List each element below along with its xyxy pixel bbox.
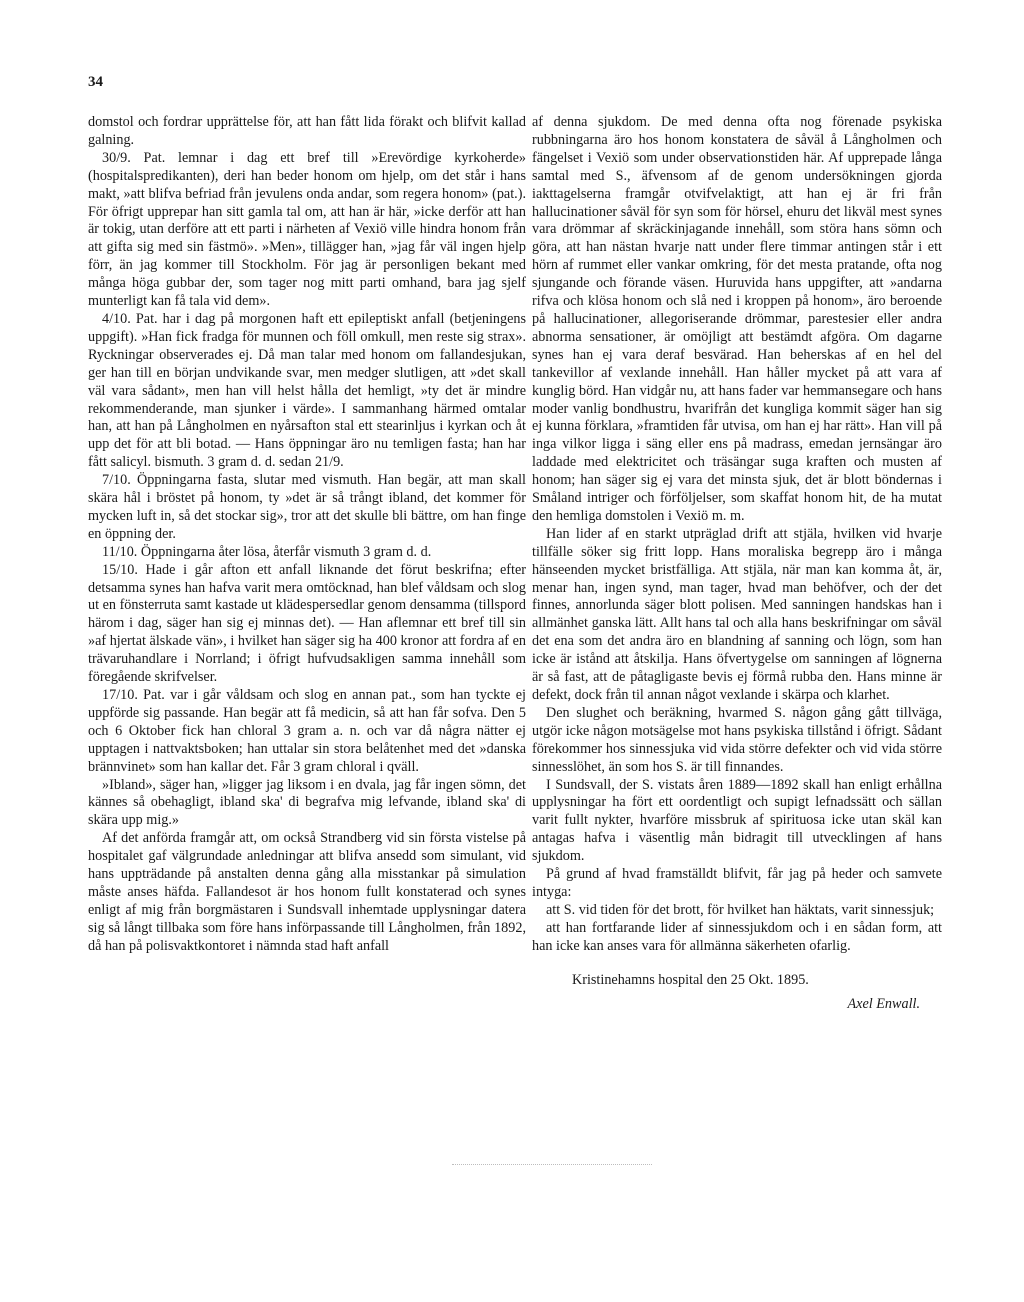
footer-rule <box>452 1164 652 1165</box>
paragraph: 15/10. Hade i går afton ett anfall liknande det förut beskrifna; efter detsamma synes han hafva varit mera omtöcknad, han blef våldsam och slog ut en fönsterruta samt kastade ut klädespersedlar genom densamma (tillspord härom i dag, säger han sig ej minnas det). — Han aflemnar ett bref till sin »af hjertat älskade vän», i hvilket han säger sig ha 400 kronor att fordra af en trävaruhandlare i Norrland; i öfrigt hufvudsakligen samma innehåll som föregående skrifvelser. <box>88 561 526 686</box>
page-number: 34 <box>88 74 103 90</box>
paragraph: domstol och fordrar upprättelse för, att han fått lida förakt och blifvit kallad galning. <box>88 114 526 148</box>
signature-block <box>532 972 942 1014</box>
paragraph: 17/10. Pat. var i går våldsam och slog en annan pat., som han tyckte ej uppförde sig passande. Han begär att få medicin, så att han får sofva. Den 5 och 6 Oktober fick han chloral 3 gram a. n. och var då några nätter ej upptagen i nattvaktsboken; han uttalar sin stora belåtenhet med det »danska brännvinet» som han kallar det. Får 3 gram chloral i qväll. <box>88 687 526 775</box>
paragraph: 7/10. Öppningarna fasta, slutar med vismuth. Han begär, att man skall skära hål i bröstet på honom, ty »det är så trångt ibland, det kommer för mycken luft in, så det stockar sig», tror att det skulle bli bättre, om han finge en öppning der. <box>88 472 526 542</box>
signature-place-date: Kristinehamns hospital den 25 Okt. 1895. <box>572 971 809 988</box>
right-column <box>532 114 942 1013</box>
paragraph: Han lider af en starkt utpräglad drift att stjäla, hvilken vid hvarje tillfälle söker sig fritt lopp. Hans moraliska begrepp äro i många hänseenden mycket bristfälliga. Att stjäla, när man kan komma åt, är, menar han, ingen synd, man tager, hvad man behöfver, och der det finnes, annorlunda säger blott polisen. Med sanningen handskas han i allmänhet ganska lätt. Allt hans tal och alla hans beskrifningar om såväl det ena som det andra äro en blandning af sanning och lögn, som han icke är istånd att åtskilja. Hans öfvertygelse om sanningen af lögnerna är så fast, att de påtagligaste bevis ej förmå rubba den. Hans minne är defekt, dock från til annan något vexlande i skärpa och klarhet. <box>532 525 942 703</box>
paragraph: 4/10. Pat. har i dag på morgonen haft ett epileptiskt anfall (betjeningens uppgift). »Han fick fradga för munnen och föll omkull, men reste sig strax». Ryckningar observerades ej. Då man talar med honom om fallandesjukan, ger han till en början undvikande svar, men medger slutligen, att »det skall väl vara sådant», men han vill helst hålla det hemligt, »ty det är mindre rekommenderande, man sjunker i värde». I sammanhang härmed omtalar han, att han på Långholmen en nyårsafton stal ett stearinljus i kyrkan och åt upp det för att bli botad. — Hans öppningar äro nu temligen fasta; han har fått salicyl. bismuth. 3 gram d. d. sedan 21/9. <box>88 310 526 471</box>
signature-name: Axel Enwall. <box>847 995 920 1012</box>
paragraph: På grund af hvad framställdt blifvit, får jag på heder och samvete intyga: <box>532 866 942 900</box>
left-column <box>88 114 526 956</box>
paragraph: att S. vid tiden för det brott, för hvilket han häktats, varit sinnessjuk; <box>546 901 935 918</box>
paragraph: 11/10. Öppningarna åter lösa, återfår vismuth 3 gram d. d. <box>102 543 432 560</box>
paragraph: Af det anförda framgår att, om också Strandberg vid sin första vistelse på hospitalet gaf välgrundade anledningar att blifva ansedd som simulant, vid hans uppträdande på anstalten denna gång alla misstankar på simulation måste anses häfda. Fallandesot är hos honom fullt konstaterad och synes enligt af mig från borgmästaren i Sundsvall inhemtade upplysningar datera sig så långt tillbaka som före hans införpassande till Långholmen, från 1892, då han på polisvaktkontoret i nämnda stad haft anfall <box>88 830 526 954</box>
paragraph: att han fortfarande lider af sinnessjukdom och i en sådan form, att han icke kan anses vara för allmänna säkerheten ofarlig. <box>532 919 942 954</box>
paragraph: Den slughet och beräkning, hvarmed S. någon gång gått tillväga, utgör icke någon motsägelse mot hans psykiska tillstånd i öfrigt. Sådant förekommer hos sinnessjuka vid vida större defekter och vid vida större sinnesslöhet, än som hos S. är till finnandes. <box>532 704 942 775</box>
paragraph: »Ibland», säger han, »ligger jag liksom i en dvala, jag får ingen sömn, det kännes så obehagligt, ibland ska' di begrafva mig lefvande, ibland ska' di skära upp mig.» <box>88 776 526 829</box>
paragraph: af denna sjukdom. De med denna ofta nog förenade psykiska rubbningarna äro hos honom konstatera de såväl å Långholmen och fängelset i Vexiö som under observationstiden här. Af upprepade långa samtal med S., äfvensom af de genom undersökningen gjorda iakttagelserna framgår otvifvelaktigt, att han ej är fri från hallucinationer såväl för syn som för hörsel, ehuru det likväl mest synes vara drömmar af skräckinjagande innehåll, som störa hans sömn och göra, att han nästan hvarje natt under flere timmar antingen står i ett hörn af rummet eller vankar omkring, för det mesta pratande, ofta nog sjungande och förande väsen. Huruvida hans uppgifter, att »andarna rifva och klösa honom och slå ned i kroppen på honom», äro beroende på hallucinationer, allegoriserande drömmar, parestesier eller andra abnorma sensationer, är omöjligt att bestämdt afgöra. Om dagarne synes han ej vara deraf besvärad. Han beherskas af en hel del tankevillor af vexlande innehåll. Han håller mycket på att vara af kunglig börd. Han vidgår nu, att hans fader var hemmansegare och hans moder vanlig bondhustru, hvarifrån det kungliga kommit säger han sig ej kunna förklara, »framtiden får utvisa, om han ej har rätt». Han vill på inga vilkor ligga i säng eller ens på madrass, emedan jernsängar äro laddade med elektricitet och träsängar suga kraften och musten af honom; han säger sig ej vara det minsta sjuk, det är blott böndernas i Småland intriger och förföljelser, som skaffat honom hit, de ha mutat den hemliga domstolen i Vexiö m. m. <box>532 114 942 524</box>
paragraph: 30/9. Pat. lemnar i dag ett bref till »Erevördige kyrkoherde» (hospitalspredikanten), deri han beder honom om hjelp, om det står i hans makt, »att blifva befriad från jevulens onda andar, som regera honom» (pat.). För öfrigt upprepar han sitt gamla tal om, att han är här, »icke derför att han är tokig, utan derföre att ett parti i närheten af Vexiö ville hindra honom från att gifta sig med sin fästmö». »Men», tillägger han, »jag får väl ingen hjelp förr, än jag kommer till Stockholm. För jag är personligen bekant med många höga gubbar der, som tager nog mitt parti omhand, bara jag sjelf munterligt kan få tala vid dem». <box>88 149 526 310</box>
paragraph: I Sundsvall, der S. vistats åren 1889—1892 skall han enligt erhållna upplysningar ha fört ett oordentligt och supigt lefnadssätt och sällan varit fullt nykter, hvarföre missbruk af spirituosa icke utan skäl kan antagas hafva i väsentlig mån bidragit till utvecklingen af hans sjukdom. <box>532 776 942 865</box>
